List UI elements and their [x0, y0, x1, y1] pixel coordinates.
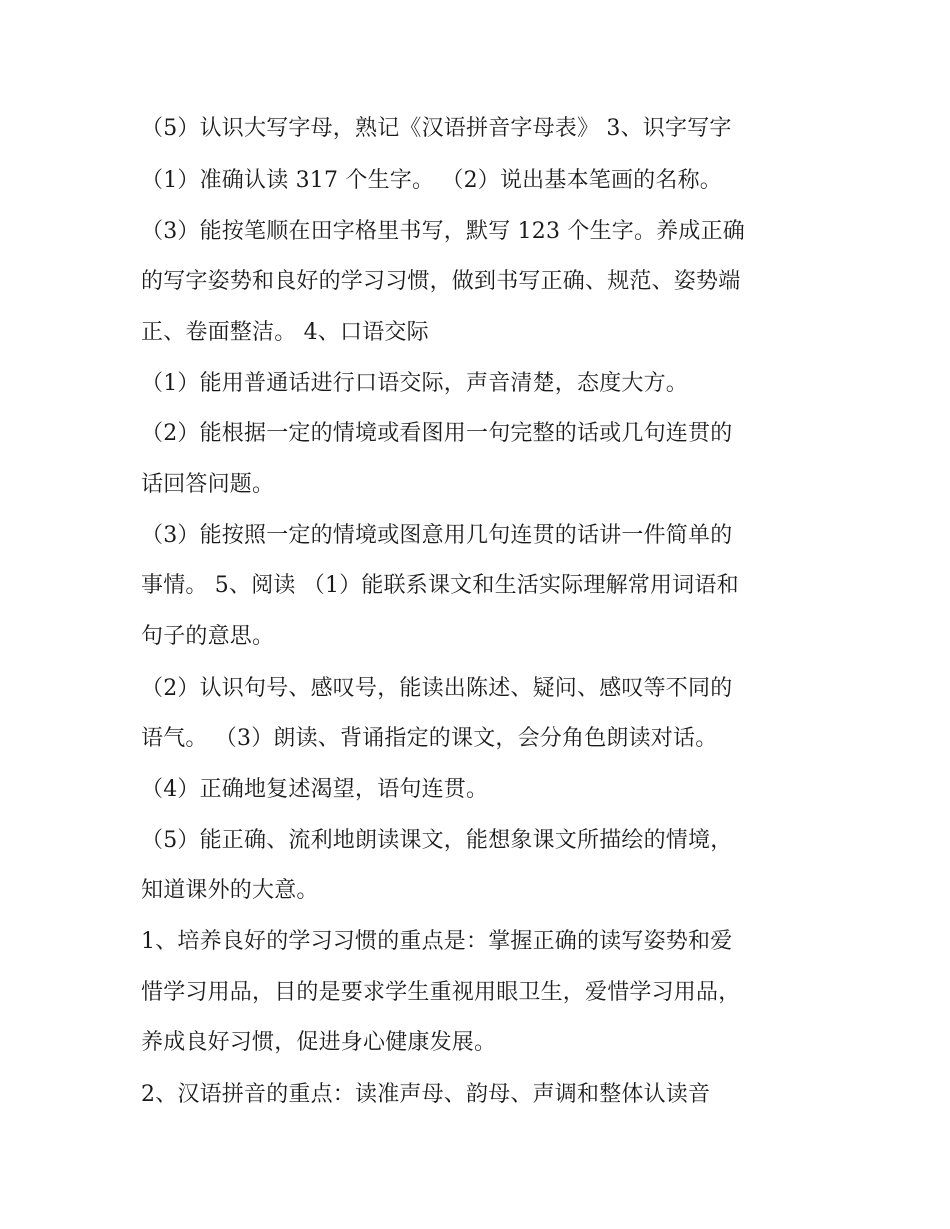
text-line: 语气。 （3）朗读、背诵指定的课文，会分角色朗读对话。	[141, 726, 718, 751]
text-line: 句子的意思。	[141, 624, 275, 649]
text-line: （4）正确地复述渴望，语句连贯。	[141, 777, 489, 802]
text-line: 惜学习用品，目的是要求学生重视用眼卫生，爱惜学习用品，	[141, 980, 741, 1005]
text-line: 的写字姿势和良好的学习习惯，做到书写正确、规范、姿势端	[141, 269, 741, 294]
text-line: （3）能按照一定的情境或图意用几句连贯的话讲一件简单的	[141, 523, 733, 548]
text-line: （5）认识大写字母，熟记《汉语拼音字母表》 3、识字写字	[141, 116, 732, 141]
text-line: 1、培养良好的学习习惯的重点是：掌握正确的读写姿势和爱	[141, 929, 733, 954]
text-line: 养成良好习惯，促进身心健康发展。	[141, 1030, 497, 1055]
text-line: 事情。 5、阅读 （1）能联系课文和生活实际理解常用词语和	[141, 573, 739, 598]
text-line: （3）能按笔顺在田字格里书写，默写 123 个生字。养成正确	[141, 219, 745, 244]
text-line: （1）准确认读 317 个生字。 （2）说出基本笔画的名称。	[141, 168, 722, 193]
text-line: （2）能根据一定的情境或看图用一句完整的话或几句连贯的	[141, 421, 733, 446]
text-line: 话回答问题。	[141, 472, 275, 497]
text-line: （1）能用普通话进行口语交际，声音清楚，态度大方。	[141, 371, 688, 396]
text-line: （5）能正确、流利地朗读课文，能想象课文所描绘的情境，	[141, 828, 733, 853]
text-line: （2）认识句号、感叹号，能读出陈述、疑问、感叹等不同的	[141, 676, 733, 701]
text-line: 2、汉语拼音的重点：读准声母、韵母、声调和整体认读音	[141, 1082, 711, 1107]
text-line: 知道课外的大意。	[141, 878, 319, 903]
text-line: 正、卷面整洁。 4、口语交际	[141, 320, 429, 345]
